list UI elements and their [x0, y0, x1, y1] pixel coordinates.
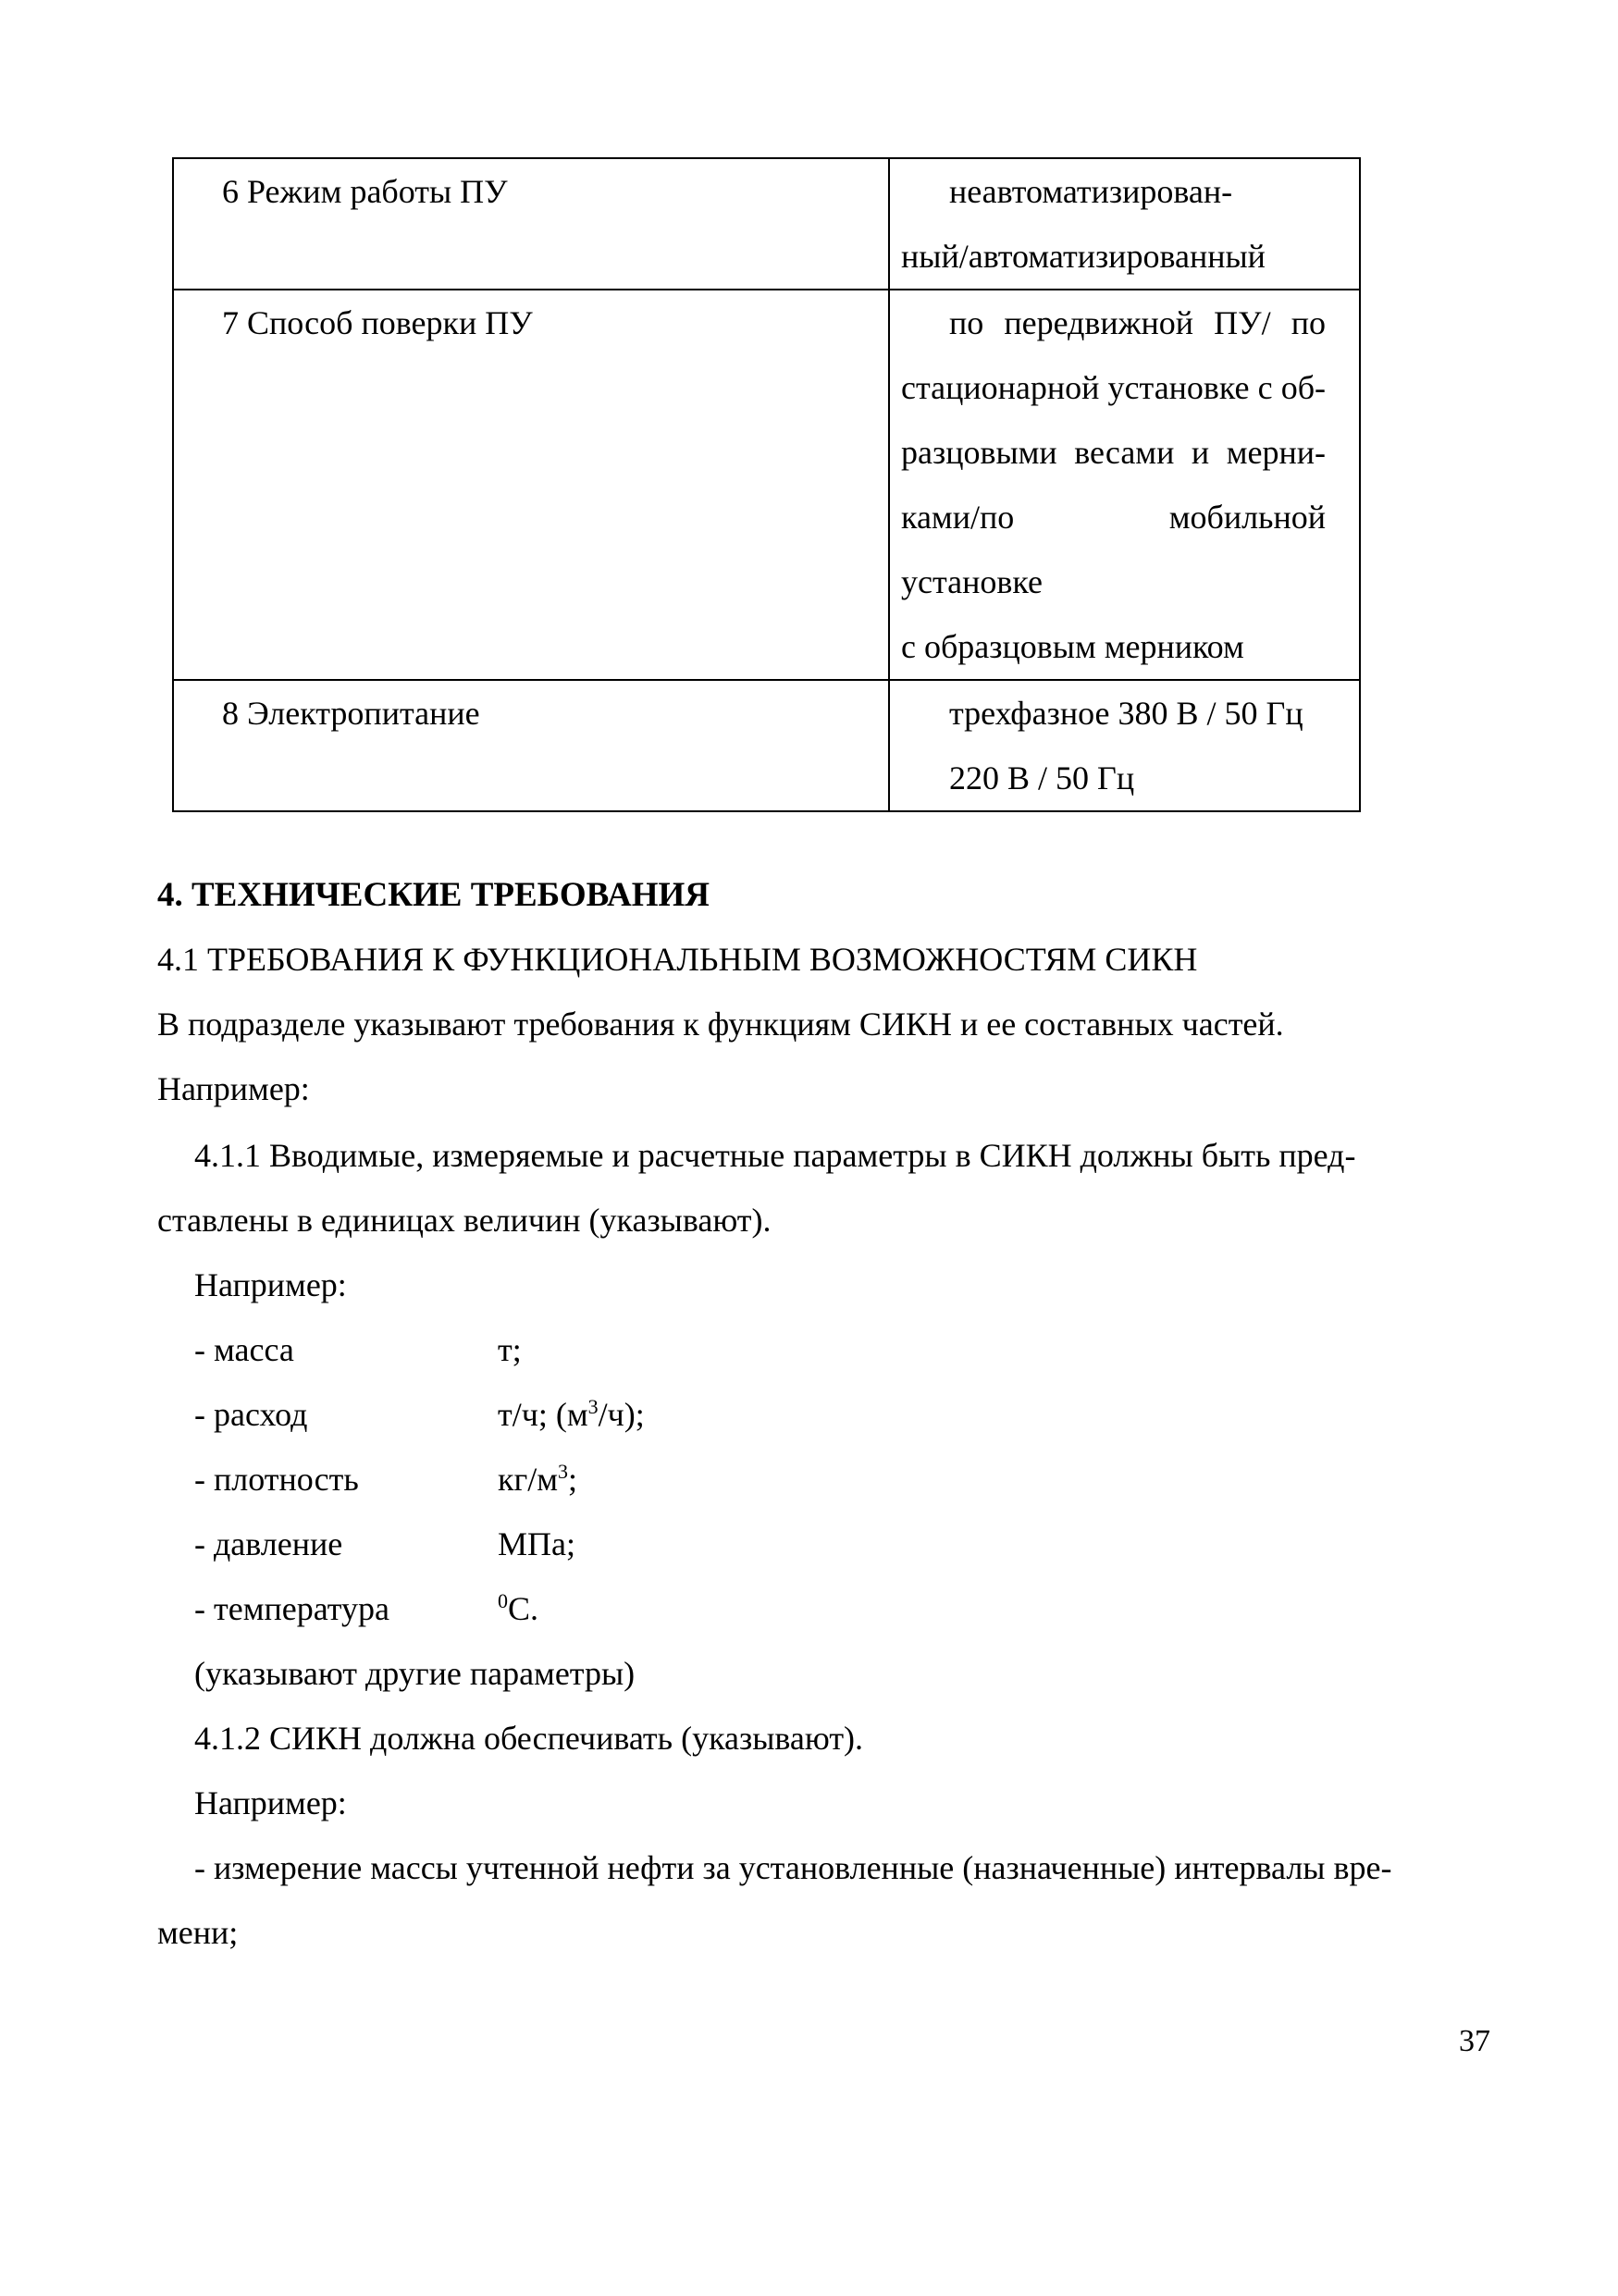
table-cell-name	[173, 290, 889, 680]
param-name: - масса	[194, 1331, 294, 1368]
page-number: 37	[1459, 2024, 1490, 2058]
value-line: с образцовым мерником	[901, 628, 1244, 665]
list-item: мени;	[157, 1914, 239, 1951]
value-line: неавтоматизирован-	[949, 173, 1233, 210]
value-line: ный/автоматизированный	[901, 238, 1266, 275]
table-row	[173, 158, 1360, 290]
paragraph: (указывают другие параметры)	[194, 1655, 636, 1692]
param-name: - давление	[194, 1525, 343, 1562]
specification-table	[172, 157, 1361, 812]
list-item: - измерение массы учтенной нефти за установленные (назначенные) интервалы вре-	[194, 1849, 1392, 1886]
value-line: трехфазное 380 В / 50 Гц	[949, 695, 1303, 732]
paragraph: ставлены в единицах величин (указывают).	[157, 1202, 772, 1239]
param-name: - расход	[194, 1396, 308, 1433]
param-name: - плотность	[194, 1461, 359, 1498]
section-heading: 4. ТЕХНИЧЕСКИЕ ТРЕБОВАНИЯ	[157, 876, 710, 914]
table-row	[173, 290, 1360, 680]
row-name: 8 Электропитание	[222, 695, 480, 732]
table-cell-name	[173, 680, 889, 811]
table-cell-value	[889, 158, 1360, 290]
value-line: разцовыми весами и мерни-	[901, 434, 1326, 471]
example-label: Например:	[194, 1784, 347, 1821]
param-unit: т;	[498, 1331, 522, 1368]
table-row	[173, 680, 1360, 811]
value-line: ками/по мобильной установке	[901, 499, 1326, 600]
param-unit: т/ч; $(м^3/ч)$;	[498, 1395, 645, 1433]
param-unit: МПа;	[498, 1525, 575, 1562]
param-name: - температура	[194, 1590, 390, 1627]
row-name: 6 Режим работы ПУ	[222, 173, 508, 210]
example-label: Например:	[194, 1266, 347, 1303]
table-cell-value	[889, 290, 1360, 680]
table-cell-name	[173, 158, 889, 290]
example-label: Например:	[157, 1070, 310, 1107]
value-line: 220 В / 50 Гц	[949, 759, 1135, 796]
paragraph: 4.1.2 СИКН должна обеспечивать (указывают).	[194, 1720, 864, 1757]
table-cell-value	[889, 680, 1360, 811]
row-name: 7 Способ поверки ПУ	[222, 304, 533, 341]
param-unit: $кг/м^3$;	[498, 1460, 578, 1498]
value-line: стационарной установке с об-	[901, 369, 1326, 406]
param-unit: $^0$С.	[498, 1589, 539, 1627]
value-line: по передвижной ПУ/ по	[949, 304, 1326, 341]
paragraph: 4.1.1 Вводимые, измеряемые и расчетные параметры в СИКН должны быть пред-	[194, 1137, 1356, 1174]
subsection-heading: 4.1 ТРЕБОВАНИЯ К ФУНКЦИОНАЛЬНЫМ ВОЗМОЖНОСТЯМ СИКН	[157, 941, 1198, 978]
paragraph: В подразделе указывают требования к функциям СИКН и ее составных частей.	[157, 1006, 1284, 1043]
